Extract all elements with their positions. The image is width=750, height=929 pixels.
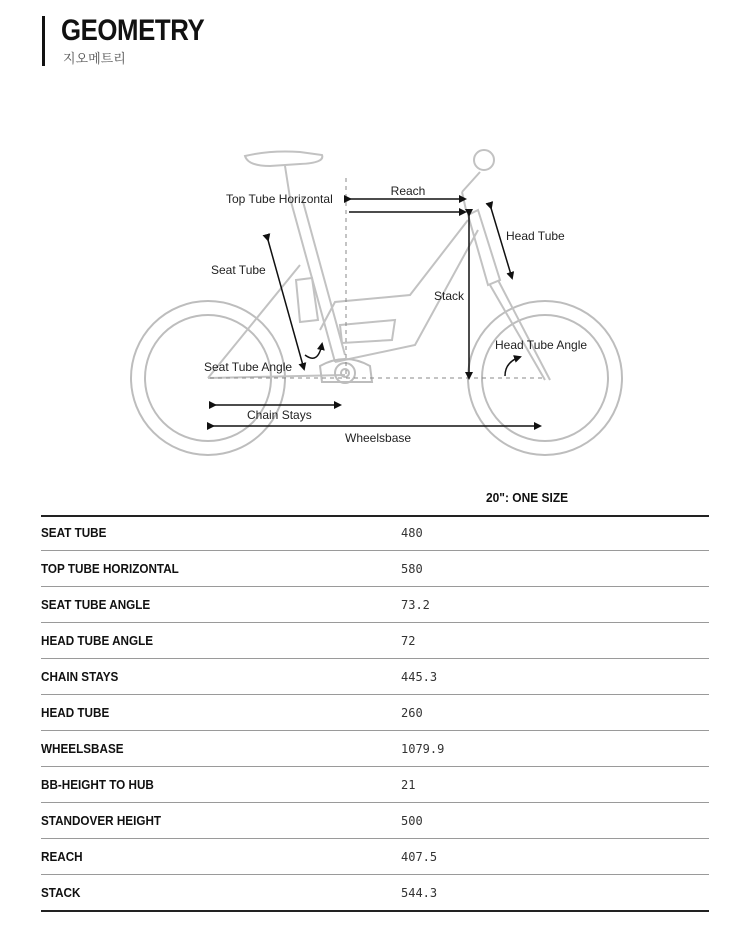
- bike-handlebar: [474, 150, 494, 170]
- table-row: [41, 803, 709, 839]
- table-row: [41, 767, 709, 803]
- row-value: 73.2: [401, 597, 430, 612]
- row-label-cell: [41, 731, 401, 767]
- row-label: HEAD TUBE: [41, 705, 110, 720]
- row-label: STANDOVER HEIGHT: [41, 813, 162, 828]
- row-value: 500: [401, 813, 423, 828]
- table-row: [41, 695, 709, 731]
- label-seat-tube: Seat Tube: [211, 263, 266, 277]
- table-row: [41, 839, 709, 875]
- label-chain-stays: Chain Stays: [247, 408, 312, 422]
- label-head-tube-angle: Head Tube Angle: [495, 338, 588, 352]
- row-label: SEAT TUBE ANGLE: [41, 597, 151, 612]
- row-label: BB-HEIGHT TO HUB: [41, 777, 154, 792]
- geometry-table: [41, 515, 709, 912]
- row-value: 72: [401, 633, 416, 648]
- row-label-cell: [41, 623, 401, 659]
- row-label: SEAT TUBE: [41, 525, 107, 540]
- row-label-cell: [41, 875, 401, 912]
- label-wheelsbase: Wheelsbase: [345, 431, 412, 445]
- row-label-cell: [41, 767, 401, 803]
- geometry-table-body: [41, 515, 709, 911]
- row-value: 260: [401, 705, 423, 720]
- row-label-cell: [41, 587, 401, 623]
- bike-geometry-diagram: [0, 130, 750, 470]
- table-row: [41, 551, 709, 587]
- row-label: STACK: [41, 885, 81, 900]
- header-accent-bar: [42, 16, 45, 66]
- row-value: 480: [401, 525, 423, 540]
- row-label: WHEELSBASE: [41, 741, 124, 756]
- label-stack: Stack: [434, 289, 465, 303]
- row-value: 407.5: [401, 849, 438, 864]
- page-subtitle: 지오메트리: [63, 52, 126, 67]
- row-label: REACH: [41, 849, 83, 864]
- row-label-cell: [41, 515, 401, 551]
- row-value: 445.3: [401, 669, 438, 684]
- label-head-tube: Head Tube: [506, 229, 565, 243]
- table-row: [41, 731, 709, 767]
- row-label: TOP TUBE HORIZONTAL: [41, 561, 179, 576]
- row-label-cell: [41, 839, 401, 875]
- row-label-cell: [41, 659, 401, 695]
- row-label-cell: [41, 551, 401, 587]
- table-row: [41, 659, 709, 695]
- row-label-cell: [41, 803, 401, 839]
- row-value: 544.3: [401, 885, 438, 900]
- row-label: CHAIN STAYS: [41, 669, 119, 684]
- page-title: GEOMETRY: [61, 14, 205, 47]
- label-seat-tube-angle: Seat Tube Angle: [204, 360, 293, 374]
- size-column-header: 20": ONE SIZE: [486, 490, 569, 505]
- table-row: [41, 875, 709, 912]
- label-top-tube-horizontal: Top Tube Horizontal: [226, 192, 333, 206]
- row-value: 1079.9: [401, 741, 445, 756]
- table-row: [41, 587, 709, 623]
- row-value: 580: [401, 561, 423, 576]
- table-row: [41, 515, 709, 551]
- row-value: 21: [401, 777, 416, 792]
- row-label: HEAD TUBE ANGLE: [41, 633, 154, 648]
- table-row: [41, 623, 709, 659]
- label-reach: Reach: [390, 184, 426, 198]
- row-label-cell: [41, 695, 401, 731]
